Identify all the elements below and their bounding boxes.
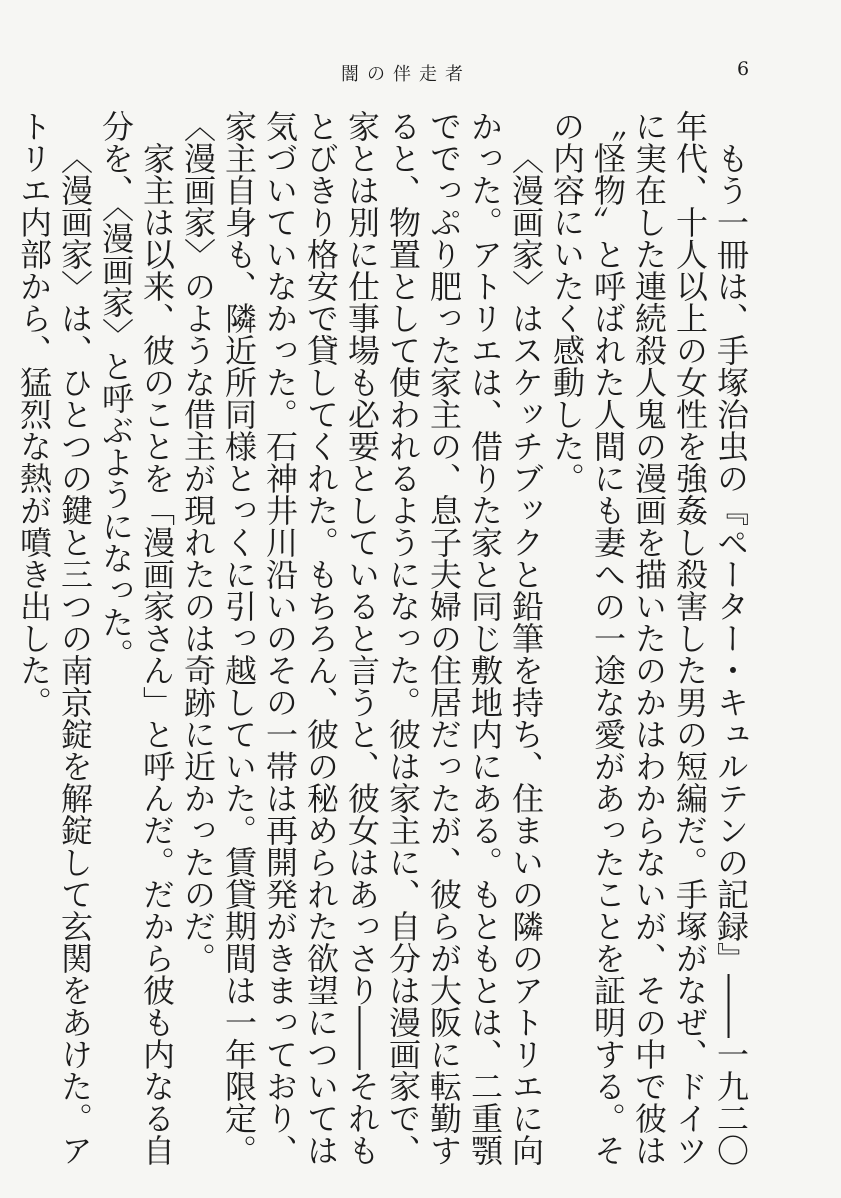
running-head-title: 闇の伴走者 [341,64,471,85]
paragraph: 家主は以来、彼のことを「漫画家さん」と呼んだ。だから彼も内なる自分を、〈漫画家〉と呼ぶようになった。 [97,110,176,1166]
body-text [15,110,751,1170]
paragraph: 〈漫画家〉は、ひとつの鍵と三つの南京錠を解錠して玄関をあけた。アトリエ内部から、猛烈な熱が噴き出した。 [15,110,94,1166]
paragraph: 〈漫画家〉はスケッチブックと鉛筆を持ち、住まいの隣のアトリエに向かった。アトリエは、借りた家と同じ敷地内にある。もともとは、二重顎ででっぷり肥った家主の、息子夫婦の住居だったが、彼らが大阪に転勤すると、物置として使われるようになった。彼は家主に、自分は漫画家で、家とは別に仕事場も必要としていると言うと、彼女はあっさり――それもとびきり格安で貸してくれた。もちろん、彼の秘められた欲望については気づいていなかった。石神井川沿いのその一帯は再開発がきまっており、家主自身も、隣近所同様とっくに引っ越していた。賃貸期間は一年限定。〈漫画家〉のような借主が現れたのは奇跡に近かったのだ。 [179,110,545,1166]
page-number: 6 [737,58,750,80]
paragraph: もう一冊は、手塚治虫の『ペーター・キュルテンの記録』――一九二〇年代、十人以上の女性を強姦し殺害した男の短編だ。手塚がなぜ、ドイツに実在した連続殺人鬼の漫画を描いたのかはわからないが、その中で彼は〝怪物〟と呼ばれた人間にも妻への一途な愛があったことを証明する。その内容にいたく感動した。 [548,110,750,1166]
